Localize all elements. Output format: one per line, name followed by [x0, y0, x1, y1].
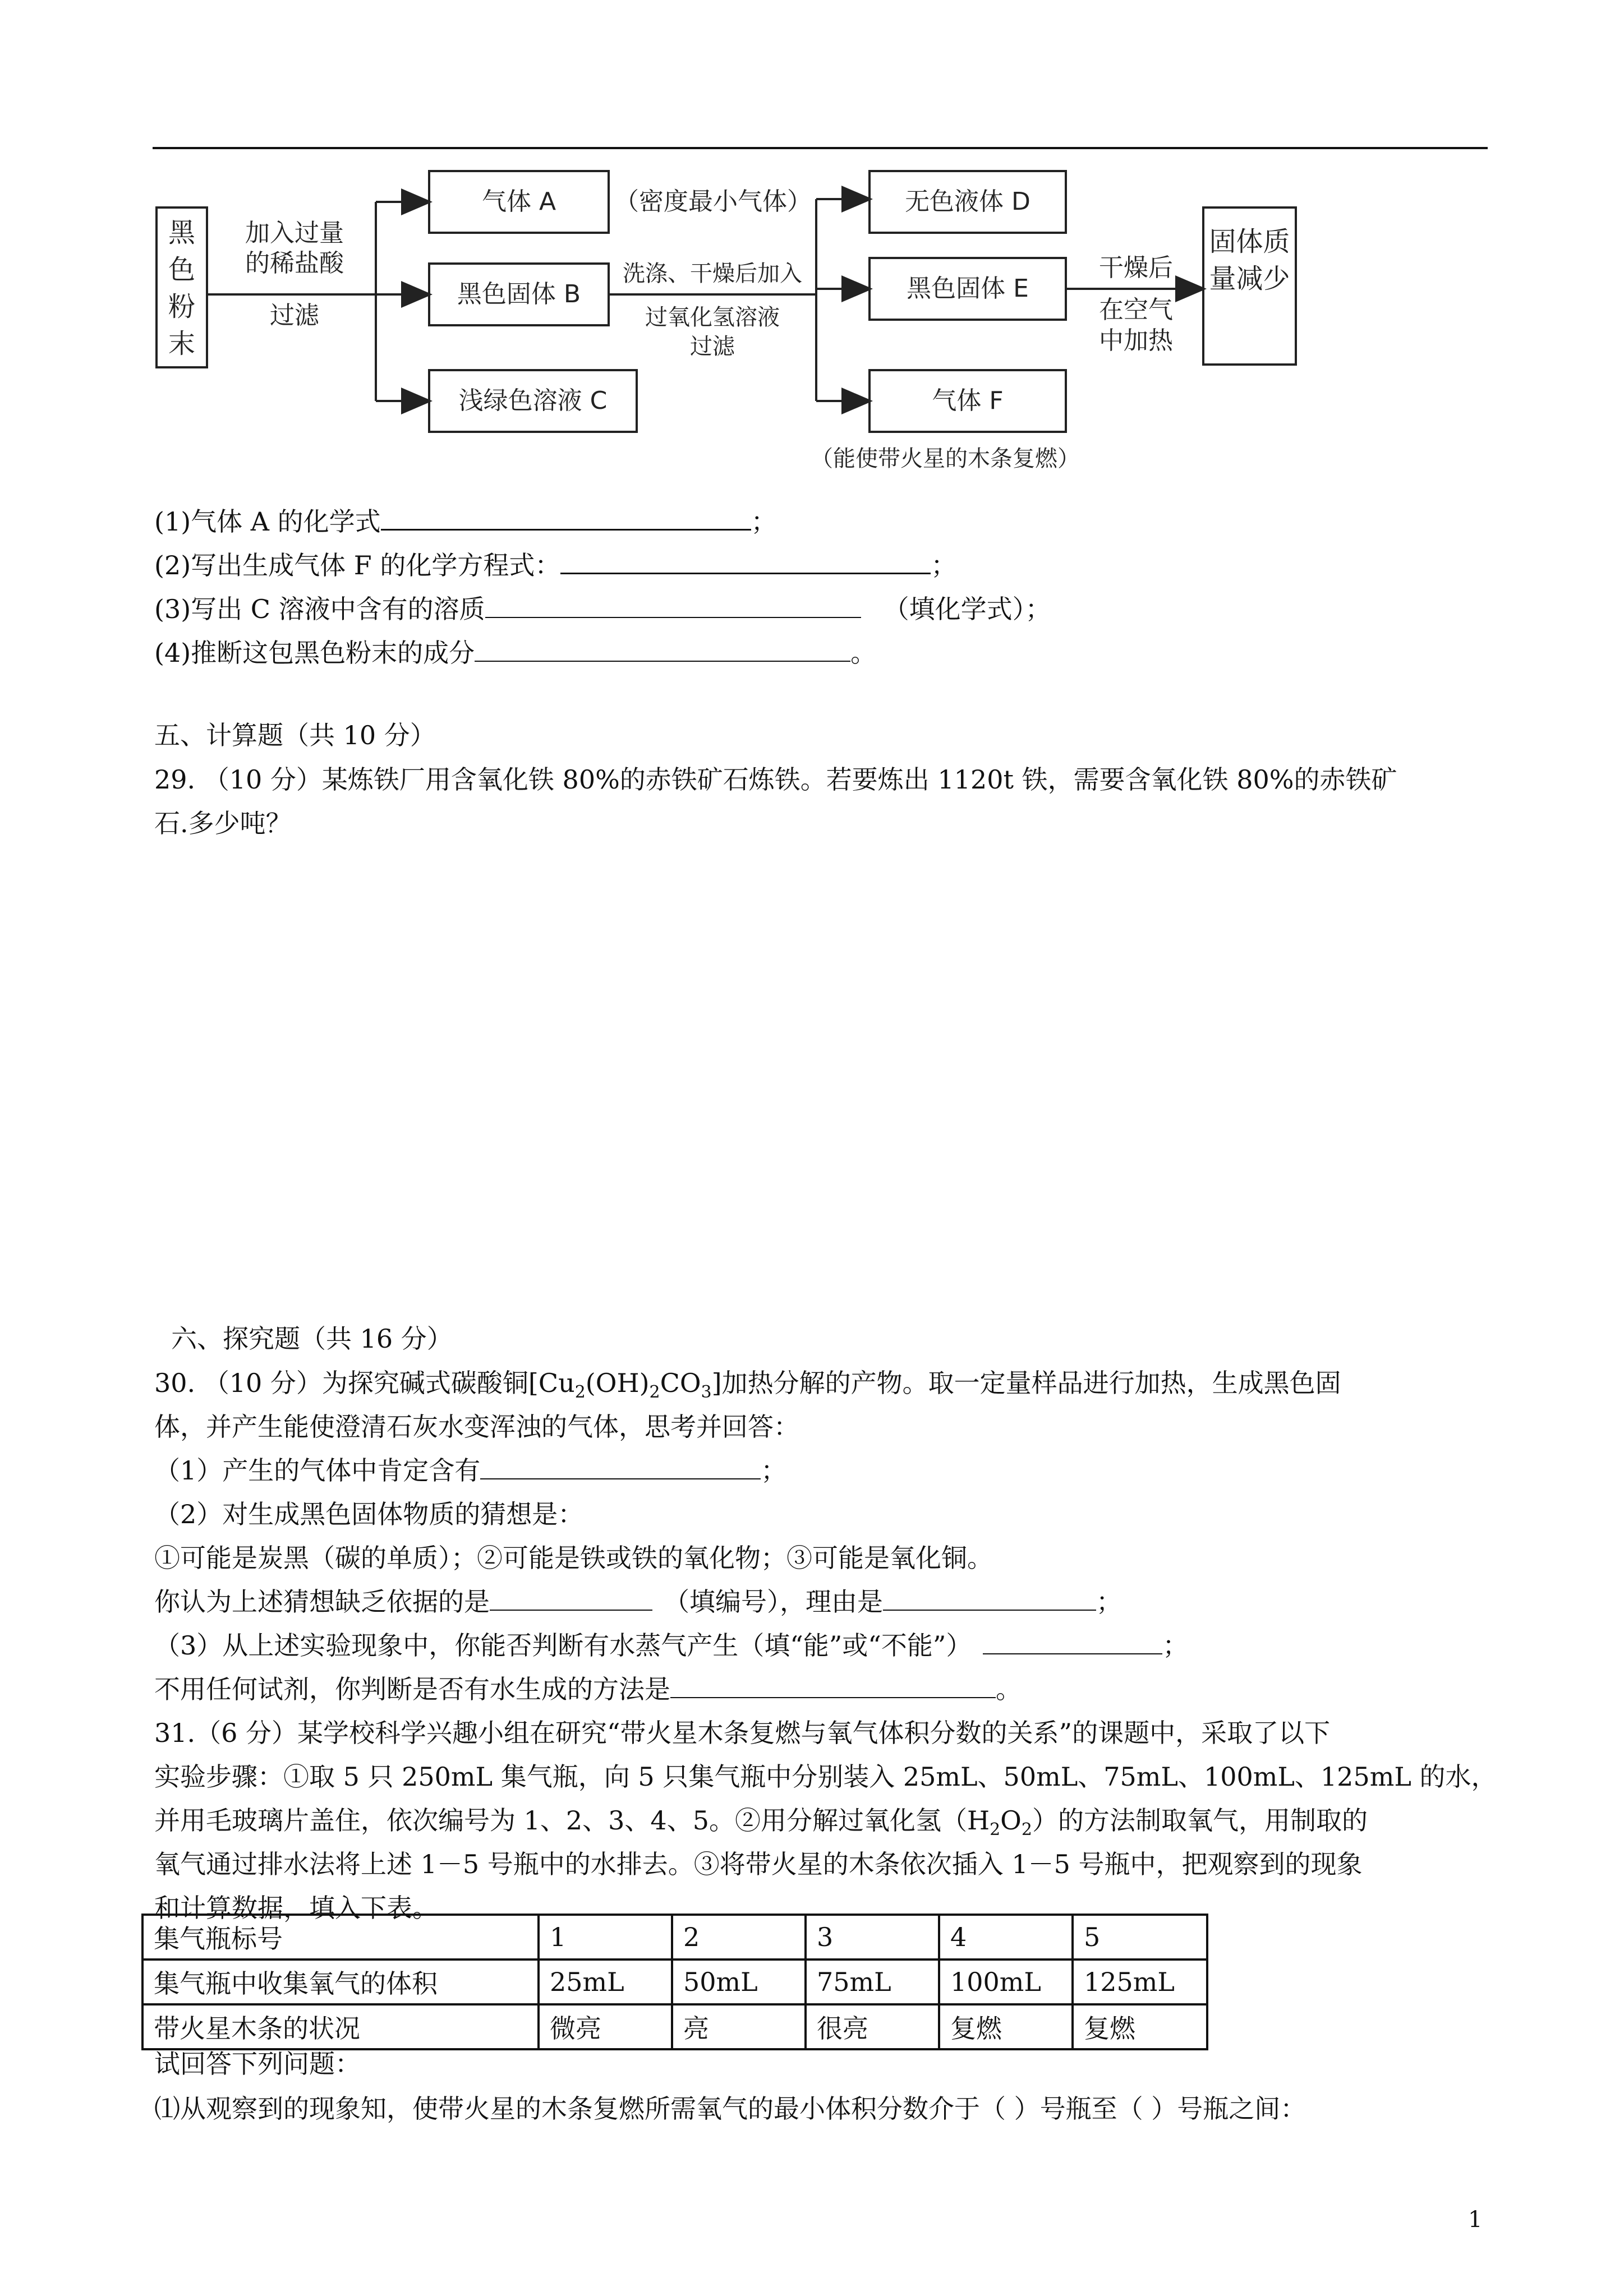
after-table-line2: ⑴从观察到的现象知，使带火星的木条复燃所需氧气的最小体积分数介于（ ）号瓶至（ ）号瓶之间：: [154, 2094, 1306, 2124]
table-cell: 125mL: [1073, 1960, 1207, 2004]
q30-part2b: 你认为上述猜想缺乏依据的是 （填编号），理由是 ；: [154, 1587, 1122, 1617]
arrow1-label-top: 加入过量: [245, 219, 344, 247]
experiment-table: [141, 1914, 1208, 2050]
black-solid-e-label: 黑色固体 E: [907, 274, 1029, 303]
table-cell: 75mL: [806, 1960, 939, 2004]
table-cell: 5: [1073, 1915, 1207, 1960]
table-cell: 3: [806, 1915, 939, 1960]
q28-part1: (1)气体 A 的化学式 ；: [154, 506, 777, 537]
q30-part3: （3）从上述实验现象中，你能否判断有水蒸气产生（填“能”或“不能”） ；: [154, 1630, 1189, 1661]
arrow3-label-mid: 在空气: [1099, 296, 1173, 324]
q28-part2: (2)写出生成气体 F 的化学方程式： ；: [154, 550, 957, 580]
start-box-label: 黑色粉末: [168, 217, 195, 359]
q31-line1: 31.（6 分）某学校科学兴趣小组在研究“带火星木条复燃与氧气体积分数的关系”的课题中，采取了以下: [154, 1718, 1331, 1748]
arrow2-label-top: 洗涤、干燥后加入: [623, 261, 802, 287]
answer-blank-solute[interactable]: [485, 594, 861, 618]
arrow3-label-top: 干燥后: [1099, 253, 1173, 282]
header-rule: [153, 147, 1488, 149]
liquid-d-label: 无色液体 D: [905, 187, 1030, 216]
q31-line3: 并用毛玻璃片盖住，依次编号为 1、2、3、4、5。②用分解过氧化氢$(H_2O_2)$的方法制取氧气，用制取的: [154, 1805, 1368, 1840]
gas-a-note: （密度最小气体）: [614, 187, 812, 216]
solution-c-label: 浅绿色溶液 C: [458, 386, 608, 415]
table-cell: 复燃: [1073, 2004, 1207, 2049]
answer-blank-equation[interactable]: [560, 550, 931, 574]
arrow1-label-bottom: 过滤: [270, 301, 319, 330]
table-cell: 亮: [672, 2004, 806, 2049]
page-number: 1: [1468, 2207, 1483, 2233]
answer-blank-reason[interactable]: [883, 1587, 1096, 1611]
table-cell: 50mL: [672, 1960, 806, 2004]
arrow2-label-bottom: 过滤: [690, 334, 735, 359]
table-row: [142, 1915, 1207, 1960]
answer-blank-method[interactable]: [670, 1675, 996, 1698]
table-cell: 100mL: [939, 1960, 1073, 2004]
answer-blank-guess-number[interactable]: [490, 1587, 652, 1611]
result-box-label: 固体质量减少: [1209, 226, 1290, 294]
q30-part3b: 不用任何试剂，你判断是否有水生成的方法是 。: [154, 1674, 1022, 1704]
table-cell: 4: [939, 1915, 1073, 1960]
q31-line2: 实验步骤：①取 5 只 250mL 集气瓶，向 5 只集气瓶中分别装入 25mL、50mL、75mL、100mL、125mL 的水，: [154, 1762, 1497, 1792]
section6-title: 六、探究题（共 16 分）: [171, 1324, 453, 1354]
section5-title: 五、计算题（共 10 分）: [154, 720, 436, 750]
q30-line2: 体，并产生能使澄清石灰水变浑浊的气体，思考并回答：: [154, 1412, 799, 1442]
q28-part4: (4)推断这包黑色粉末的成分 。: [154, 638, 877, 668]
answer-blank-powder[interactable]: [475, 638, 850, 662]
q30-part2: （2）对生成黑色固体物质的猜想是：: [154, 1499, 584, 1529]
answer-blank-gas-a[interactable]: [381, 506, 751, 531]
table-cell: 25mL: [539, 1960, 672, 2004]
flow-diagram: [154, 163, 1299, 485]
q29-line2: 石.多少吨？: [154, 808, 292, 838]
after-table-line1: 试回答下列问题：: [154, 2049, 361, 2079]
q29-line1: 29. （10 分）某炼铁厂用含氧化铁 80%的赤铁矿石炼铁。若要炼出 1120t 铁，需要含氧化铁 80%的赤铁矿: [154, 764, 1397, 795]
table-cell: 复燃: [939, 2004, 1073, 2049]
arrow3-label-bottom: 中加热: [1099, 326, 1173, 355]
arrow2-label-mid: 过氧化氢溶液: [645, 305, 780, 330]
experiment-table-body: [142, 1915, 1207, 2049]
gas-f-label: 气体 F: [932, 386, 1004, 415]
table-row: [142, 2004, 1207, 2049]
table-cell: 很亮: [806, 2004, 939, 2049]
table-row-header: 集气瓶中收集氧气的体积: [142, 1960, 539, 2004]
table-row-header: 集气瓶标号: [142, 1915, 539, 1960]
table-cell: 1: [539, 1915, 672, 1960]
gas-a-label: 气体 A: [481, 187, 556, 216]
table-row-header: 带火星木条的状况: [142, 2004, 539, 2049]
arrow1-label-mid: 的稀盐酸: [245, 249, 344, 278]
q30-guesses: ①可能是炭黑（碳的单质）；②可能是铁或铁的氧化物；③可能是氧化铜。: [154, 1543, 993, 1573]
table-row: [142, 1960, 1207, 2004]
answer-blank-water-vapor[interactable]: [983, 1631, 1162, 1654]
q31-line5: 和计算数据，填入下表。: [154, 1893, 438, 1923]
q28-part3: (3)写出 C 溶液中含有的溶质 （填化学式）；: [154, 594, 1051, 624]
q30-part1: （1）产生的气体中肯定含有 ；: [154, 1455, 787, 1486]
table-cell: 微亮: [539, 2004, 672, 2049]
gas-f-note: （能使带火星的木条复燃）: [811, 446, 1080, 472]
table-cell: 2: [672, 1915, 806, 1960]
q30-line1: 30. （10 分）为探究碱式碳酸铜$[Cu_2(OH)_2CO_3]$加热分解的产物。取一定量样品进行加热，生成黑色固: [154, 1368, 1341, 1403]
q31-line4: 氧气通过排水法将上述 1－5 号瓶中的水排去。③将带火星的木条依次插入 1－5 号瓶中，把观察到的现象: [154, 1849, 1363, 1879]
black-solid-b-label: 黑色固体 B: [457, 280, 581, 308]
answer-blank-gas[interactable]: [480, 1456, 761, 1479]
